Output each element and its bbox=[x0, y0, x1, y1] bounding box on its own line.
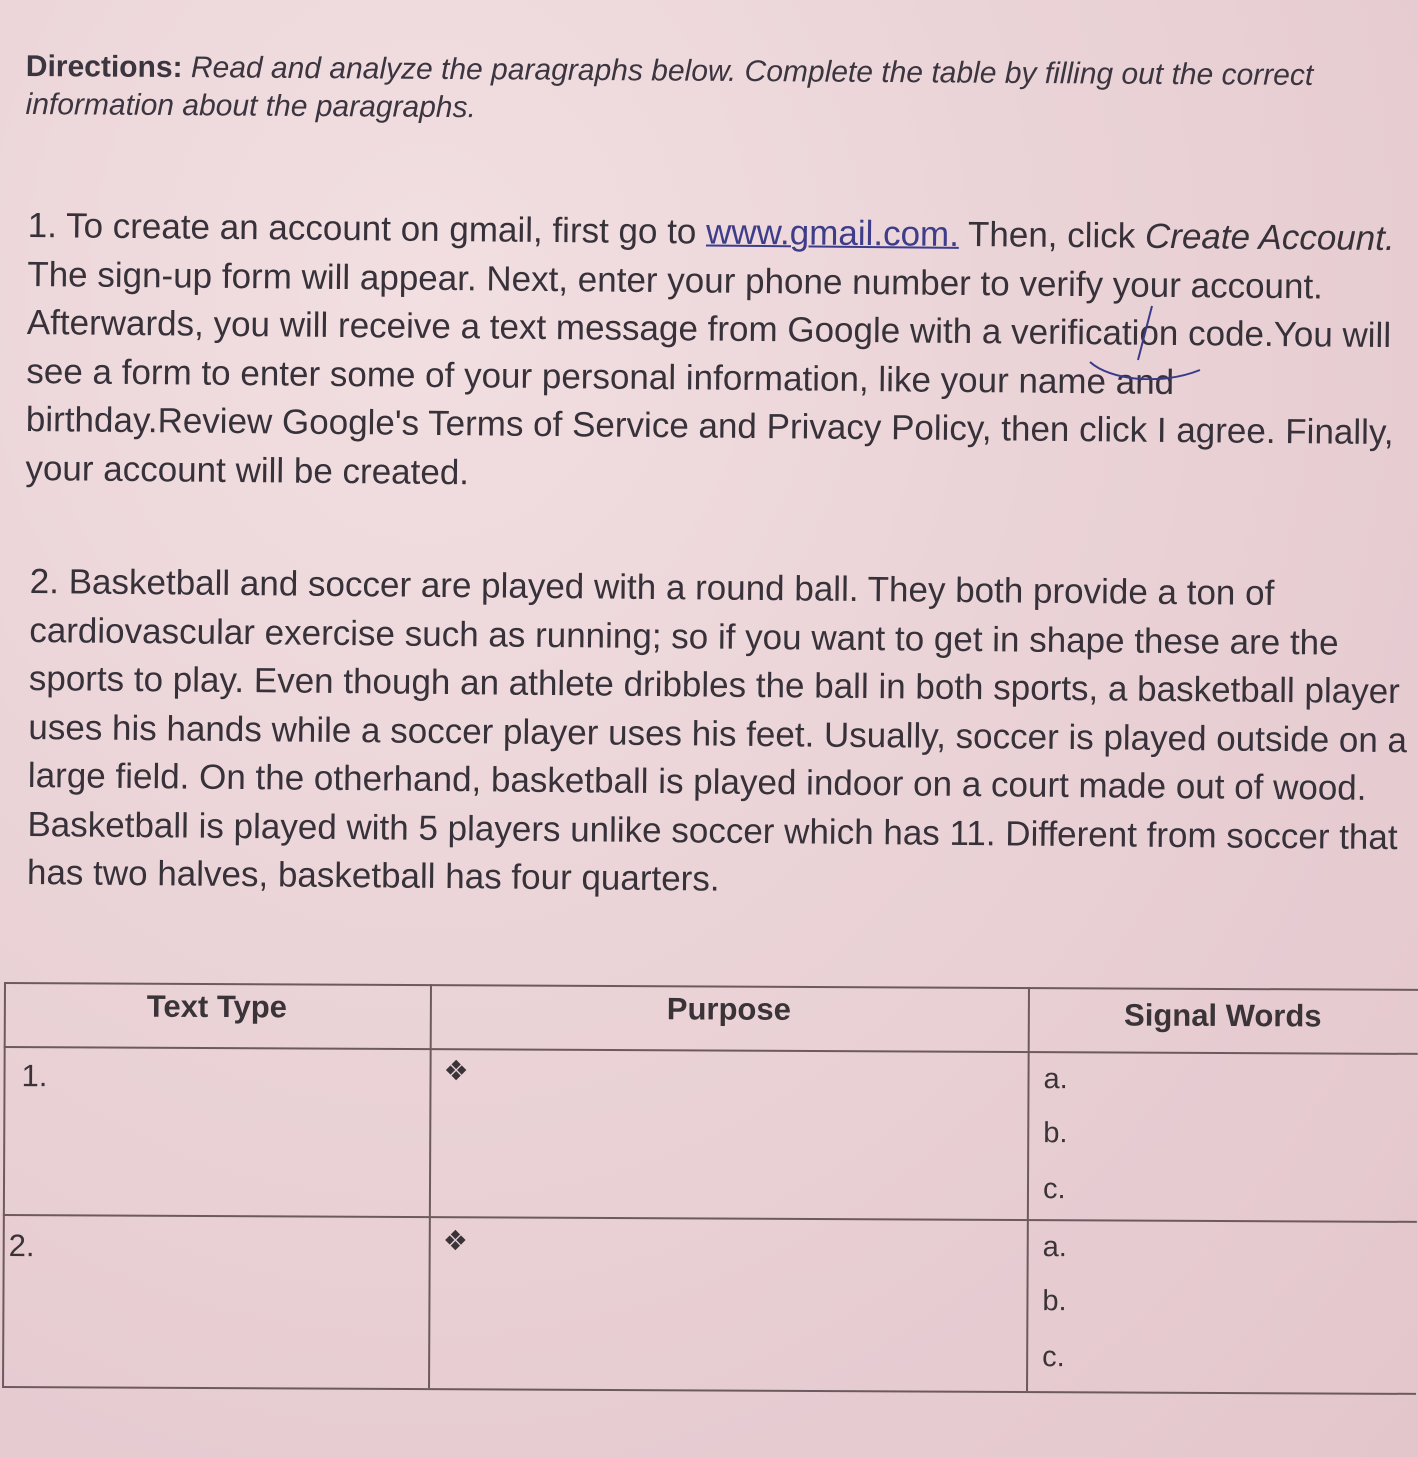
handwritten-correction-mark bbox=[1080, 300, 1280, 380]
paragraph-1-rest: The sign-up form will appear. Next, enter your phone number to verify your account. Afterwards, you will receive a text message from Google with a verification code.You will see a form to enter some of your personal information, like your name and birthday.Review Google's Terms of Service and Privacy Policy, then click I agree. Finally, your account will be created. bbox=[25, 254, 1394, 492]
row-2-signal-a: a. bbox=[1042, 1231, 1067, 1264]
header-text-type: Text Type bbox=[146, 988, 288, 1025]
paragraph-1-then: Then, click bbox=[967, 215, 1136, 256]
row-1-signal-c: c. bbox=[1042, 1173, 1066, 1206]
table-row-divider bbox=[3, 1214, 1417, 1223]
row-2-signal-b: b. bbox=[1042, 1285, 1067, 1318]
table-col-divider-2 bbox=[1026, 987, 1030, 1391]
row-2-number: 2. bbox=[8, 1228, 35, 1264]
header-purpose: Purpose bbox=[666, 991, 791, 1027]
directions-text: Read and analyze the paragraphs below. Complete the table by filling out the correct information about the paragraphs. bbox=[25, 51, 1314, 125]
directions bbox=[25, 48, 1395, 134]
table-col-divider-1 bbox=[428, 984, 432, 1388]
gmail-link[interactable]: www.gmail.com. bbox=[705, 212, 960, 254]
row-2-signal-c: c. bbox=[1042, 1341, 1065, 1374]
row-2-purpose-bullet-icon: ❖ bbox=[442, 1224, 468, 1258]
paragraph-2-text: 2. Basketball and soccer are played with a round ball. They both provide a ton of cardiovascular exercise such as running; so if you want to get in shape these are the sports to play. Even though an athlete dribbles the ball in both sports, a basketball player uses his hands while a soccer player uses his feet. Usually, soccer is played outside on a large field. On the otherhand, basketball is played indoor on a court made out of wood. Basketball is played with 5 players unlike soccer which has 11. Different from soccer that has two halves, basketball has four quarters. bbox=[26, 561, 1408, 899]
paragraph-1-intro: 1. To create an account on gmail, first go to bbox=[27, 205, 697, 252]
table-left-border bbox=[2, 982, 6, 1386]
row-1-purpose-bullet-icon: ❖ bbox=[443, 1054, 469, 1088]
answer-table bbox=[2, 982, 1418, 1397]
table-header-divider bbox=[4, 1046, 1418, 1055]
row-1-number: 1. bbox=[21, 1058, 48, 1094]
table-bottom-border bbox=[2, 1386, 1416, 1395]
paragraph-2 bbox=[27, 558, 1410, 911]
directions-lead: Directions: bbox=[25, 49, 183, 85]
header-signal-words: Signal Words bbox=[1124, 997, 1322, 1034]
row-1-signal-a: a. bbox=[1043, 1063, 1068, 1096]
paragraph-1-create-account: Create Account. bbox=[1144, 216, 1395, 259]
row-1-signal-b: b. bbox=[1043, 1117, 1068, 1150]
